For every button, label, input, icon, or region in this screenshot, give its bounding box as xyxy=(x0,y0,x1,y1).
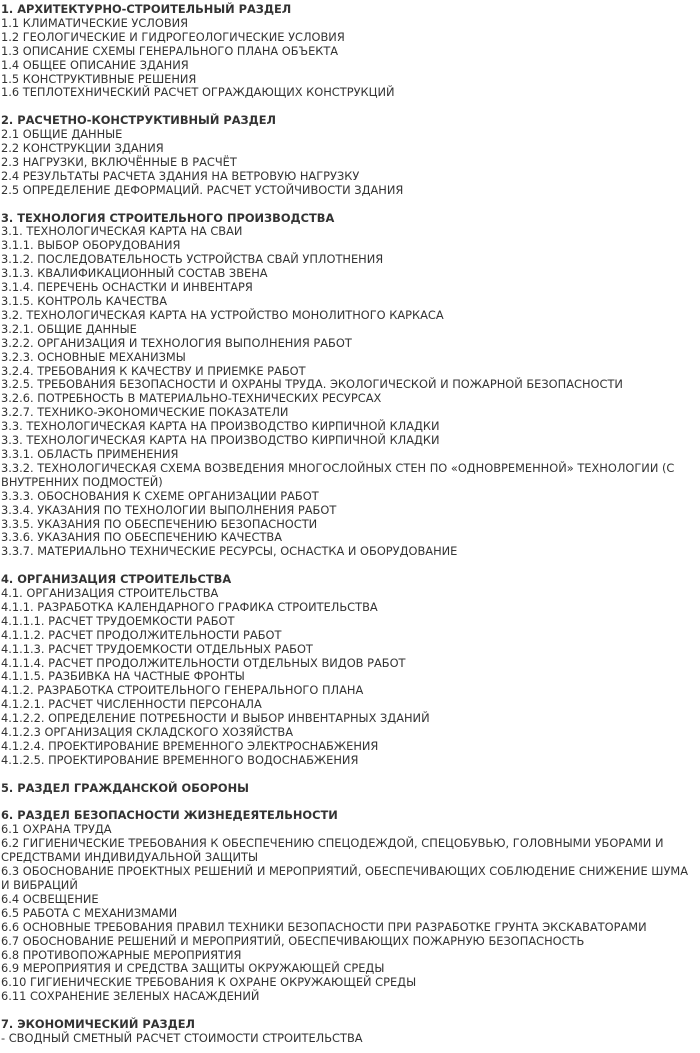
toc-item: 6.10 ГИГИЕНИЧЕСКИЕ ТРЕБОВАНИЯ К ОХРАНЕ ОКРУЖАЮЩЕЙ СРЕДЫ xyxy=(1,975,417,990)
toc-item: 4.1.1.4. РАСЧЕТ ПРОДОЛЖИТЕЛЬНОСТИ ОТДЕЛЬНЫХ ВИДОВ РАБОТ xyxy=(1,655,406,670)
toc-item: 3.3.2. ТЕХНОЛОГИЧЕСКАЯ СХЕМА ВОЗВЕДЕНИЯ МНОГОСЛОЙНЫХ СТЕН ПО «ОДНОВРЕМЕННОЙ» ТЕХНОЛОГИИ (С ВНУТРЕННИХ ПОДМОСТЕЙ) xyxy=(1,460,675,489)
toc-item: 4.1.2.5. ПРОЕКТИРОВАНИЕ ВРЕМЕННОГО ВОДОСНАБЖЕНИЯ xyxy=(1,752,359,767)
toc-item: 4.1.2.1. РАСЧЕТ ЧИСЛЕННОСТИ ПЕРСОНАЛА xyxy=(1,697,262,712)
toc-item: 4.1.1.2. РАСЧЕТ ПРОДОЛЖИТЕЛЬНОСТИ РАБОТ xyxy=(1,627,282,642)
toc-item: 6.6 ОСНОВНЫЕ ТРЕБОВАНИЯ ПРАВИЛ ТЕХНИКИ БЕЗОПАСНОСТИ ПРИ РАЗРАБОТКЕ ГРУНТА ЭКСКАВАТОРАМИ xyxy=(1,919,647,934)
toc-item: 1.3 ОПИСАНИЕ СХЕМЫ ГЕНЕРАЛЬНОГО ПЛАНА ОБЪЕКТА xyxy=(1,43,339,58)
toc-item: 6.4 ОСВЕЩЕНИЕ xyxy=(1,891,99,906)
toc-item: 6.1 ОХРАНА ТРУДА xyxy=(1,822,112,837)
section-title: 6. РАЗДЕЛ БЕЗОПАСНОСТИ ЖИЗНЕДЕЯТЕЛЬНОСТИ xyxy=(1,808,338,823)
toc-item: 6.5 РАБОТА С МЕХАНИЗМАМИ xyxy=(1,905,178,920)
toc-item: 2.2 КОНСТРУКЦИИ ЗДАНИЯ xyxy=(1,141,164,156)
toc-item: 3.3.5. УКАЗАНИЯ ПО ОБЕСПЕЧЕНИЮ БЕЗОПАСНОСТИ xyxy=(1,516,318,531)
toc-item: 3.1. ТЕХНОЛОГИЧЕСКАЯ КАРТА НА СВАИ xyxy=(1,224,243,239)
toc-section xyxy=(1,573,700,768)
toc-item: 3.2.1. ОБЩИЕ ДАННЫЕ xyxy=(1,321,137,336)
toc-item: 2.4 РЕЗУЛЬТАТЫ РАСЧЕТА ЗДАНИЯ НА ВЕТРОВУЮ НАГРУЗКУ xyxy=(1,168,360,183)
toc-item: 3.3.1. ОБЛАСТЬ ПРИМЕНЕНИЯ xyxy=(1,446,179,461)
section-title: 7. ЭКОНОМИЧЕСКИЙ РАЗДЕЛ xyxy=(1,1017,195,1032)
toc-item: 4.1.2.2. ОПРЕДЕЛЕНИЕ ПОТРЕБНОСТИ И ВЫБОР ИНВЕНТАРНЫХ ЗДАНИЙ xyxy=(1,711,430,726)
toc-item: 3.1.2. ПОСЛЕДОВАТЕЛЬНОСТЬ УСТРОЙСТВА СВАЙ УПЛОТНЕНИЯ xyxy=(1,252,384,267)
section-title: 2. РАСЧЕТНО-КОНСТРУКТИВНЫЙ РАЗДЕЛ xyxy=(1,113,276,128)
toc-item: 6.11 СОХРАНЕНИЕ ЗЕЛЕНЫХ НАСАЖДЕНИЙ xyxy=(1,989,260,1004)
section-title: 3. ТЕХНОЛОГИЯ СТРОИТЕЛЬНОГО ПРОИЗВОДСТВА xyxy=(1,210,335,225)
toc-section xyxy=(1,3,700,100)
toc-item: 3.3. ТЕХНОЛОГИЧЕСКАЯ КАРТА НА ПРОИЗВОДСТВО КИРПИЧНОЙ КЛАДКИ xyxy=(1,433,440,448)
toc-item: 4.1.2. РАЗРАБОТКА СТРОИТЕЛЬНОГО ГЕНЕРАЛЬНОГО ПЛАНА xyxy=(1,683,364,698)
toc-item: 3.2.6. ПОТРЕБНОСТЬ В МАТЕРИАЛЬНО-ТЕХНИЧЕСКИХ РЕСУРСАХ xyxy=(1,391,382,406)
toc-item: 4.1.1.1. РАСЧЕТ ТРУДОЕМКОСТИ РАБОТ xyxy=(1,613,235,628)
toc-section xyxy=(1,212,700,560)
toc-item: 3.3.4. УКАЗАНИЯ ПО ТЕХНОЛОГИИ ВЫПОЛНЕНИЯ РАБОТ xyxy=(1,502,337,517)
toc-item: 3.3. ТЕХНОЛОГИЧЕСКАЯ КАРТА НА ПРОИЗВОДСТВО КИРПИЧНОЙ КЛАДКИ xyxy=(1,419,440,434)
toc-item: 3.1.4. ПЕРЕЧЕНЬ ОСНАСТКИ И ИНВЕНТАРЯ xyxy=(1,280,253,295)
toc-item: 3.1.1. ВЫБОР ОБОРУДОВАНИЯ xyxy=(1,238,181,253)
toc-item: 3.2.4. ТРЕБОВАНИЯ К КАЧЕСТВУ И ПРИЕМКЕ РАБОТ xyxy=(1,363,306,378)
toc-item: 3.2.5. ТРЕБОВАНИЯ БЕЗОПАСНОСТИ И ОХРАНЫ ТРУДА. ЭКОЛОГИЧЕСКОЙ И ПОЖАРНОЙ БЕЗОПАСНОСТИ xyxy=(1,377,623,392)
toc-item: 1.2 ГЕОЛОГИЧЕСКИЕ И ГИДРОГЕОЛОГИЧЕСКИЕ УСЛОВИЯ xyxy=(1,29,345,44)
section-title: 5. РАЗДЕЛ ГРАЖДАНСКОЙ ОБОРОНЫ xyxy=(1,780,249,795)
toc-item: 1.5 КОНСТРУКТИВНЫЕ РЕШЕНИЯ xyxy=(1,71,197,86)
toc-section xyxy=(1,1018,700,1046)
toc-item: 1.4 ОБЩЕЕ ОПИСАНИЕ ЗДАНИЯ xyxy=(1,57,189,72)
toc-item: 3.3.7. МАТЕРИАЛЬНО ТЕХНИЧЕСКИЕ РЕСУРСЫ, ОСНАСТКА И ОБОРУДОВАНИЕ xyxy=(1,544,458,559)
toc-item: 3.2.3. ОСНОВНЫЕ МЕХАНИЗМЫ xyxy=(1,349,186,364)
toc-item: 2.1 ОБЩИЕ ДАННЫЕ xyxy=(1,127,123,142)
toc-item: 4.1.1.5. РАЗБИВКА НА ЧАСТНЫЕ ФРОНТЫ xyxy=(1,669,245,684)
toc-item: 3.3.6. УКАЗАНИЯ ПО ОБЕСПЕЧЕНИЮ КАЧЕСТВА xyxy=(1,530,283,545)
toc-section xyxy=(1,114,700,197)
toc-item: 2.3 НАГРУЗКИ, ВКЛЮЧЁННЫЕ В РАСЧЁТ xyxy=(1,154,237,169)
toc-item: 4.1.1.3. РАСЧЕТ ТРУДОЕМКОСТИ ОТДЕЛЬНЫХ РАБОТ xyxy=(1,641,313,656)
toc-item: 3.1.5. КОНТРОЛЬ КАЧЕСТВА xyxy=(1,294,168,308)
toc-item: 3.2.2. ОРГАНИЗАЦИЯ И ТЕХНОЛОГИЯ ВЫПОЛНЕНИЯ РАБОТ xyxy=(1,335,352,350)
toc-item: 1.6 ТЕПЛОТЕХНИЧЕСКИЙ РАСЧЕТ ОГРАЖДАЮЩИХ КОНСТРУКЦИЙ xyxy=(1,85,395,100)
toc-item: 4.1.2.3 ОРГАНИЗАЦИЯ СКЛАДСКОГО ХОЗЯЙСТВА xyxy=(1,725,293,740)
toc-item: 4.1.1. РАЗРАБОТКА КАЛЕНДАРНОГО ГРАФИКА СТРОИТЕЛЬСТВА xyxy=(1,599,378,614)
toc-item: 4.1.2.4. ПРОЕКТИРОВАНИЕ ВРЕМЕННОГО ЭЛЕКТРОСНАБЖЕНИЯ xyxy=(1,738,379,753)
toc-item: 3.2. ТЕХНОЛОГИЧЕСКАЯ КАРТА НА УСТРОЙСТВО МОНОЛИТНОГО КАРКАСА xyxy=(1,307,444,322)
toc-item: - СВОДНЫЙ СМЕТНЫЙ РАСЧЕТ СТОИМОСТИ СТРОИТЕЛЬСТВА xyxy=(1,1030,363,1045)
toc-item: 6.3 ОБОСНОВАНИЕ ПРОЕКТНЫХ РЕШЕНИЙ И МЕРОПРИЯТИЙ, ОБЕСПЕЧИВАЮЩИХ СОБЛЮДЕНИЕ СНИЖЕНИЕ ШУМА И ВИБРАЦИЙ xyxy=(1,864,689,893)
toc-item: 1.1 КЛИМАТИЧЕСКИЕ УСЛОВИЯ xyxy=(1,15,189,30)
toc-item: 6.8 ПРОТИВОПОЖАРНЫЕ МЕРОПРИЯТИЯ xyxy=(1,947,242,962)
section-title: 4. ОРГАНИЗАЦИЯ СТРОИТЕЛЬСТВА xyxy=(1,572,232,587)
section-title: 1. АРХИТЕКТУРНО-СТРОИТЕЛЬНЫЙ РАЗДЕЛ xyxy=(1,2,292,16)
toc-item: 4.1. ОРГАНИЗАЦИЯ СТРОИТЕЛЬСТВА xyxy=(1,586,219,601)
toc-item: 6.7 ОБОСНОВАНИЕ РЕШЕНИЙ И МЕРОПРИЯТИЙ, ОБЕСПЕЧИВАЮЩИХ ПОЖАРНУЮ БЕЗОПАСНОСТЬ xyxy=(1,933,585,948)
toc-section xyxy=(1,782,700,796)
toc-item: 3.1.3. КВАЛИФИКАЦИОННЫЙ СОСТАВ ЗВЕНА xyxy=(1,266,268,281)
toc-item: 2.5 ОПРЕДЕЛЕНИЕ ДЕФОРМАЦИЙ. РАСЧЕТ УСТОЙЧИВОСТИ ЗДАНИЯ xyxy=(1,182,404,197)
toc-item: 3.3.3. ОБОСНОВАНИЯ К СХЕМЕ ОРГАНИЗАЦИИ РАБОТ xyxy=(1,488,319,503)
toc-item: 3.2.7. ТЕХНИКО-ЭКОНОМИЧЕСКИЕ ПОКАЗАТЕЛИ xyxy=(1,405,289,420)
toc-section xyxy=(1,809,700,1004)
toc-item: 6.2 ГИГИЕНИЧЕСКИЕ ТРЕБОВАНИЯ К ОБЕСПЕЧЕНИЮ СПЕЦОДЕЖДОЙ, СПЕЦОБУВЬЮ, ГОЛОВНЫМИ УБОРАМИ И СРЕДСТВАМИ ИНДИВИДУАЛЬНОЙ ЗАЩИТЫ xyxy=(1,836,664,865)
toc-item: 6.9 МЕРОПРИЯТИЯ И СРЕДСТВА ЗАЩИТЫ ОКРУЖАЮЩЕЙ СРЕДЫ xyxy=(1,961,385,976)
